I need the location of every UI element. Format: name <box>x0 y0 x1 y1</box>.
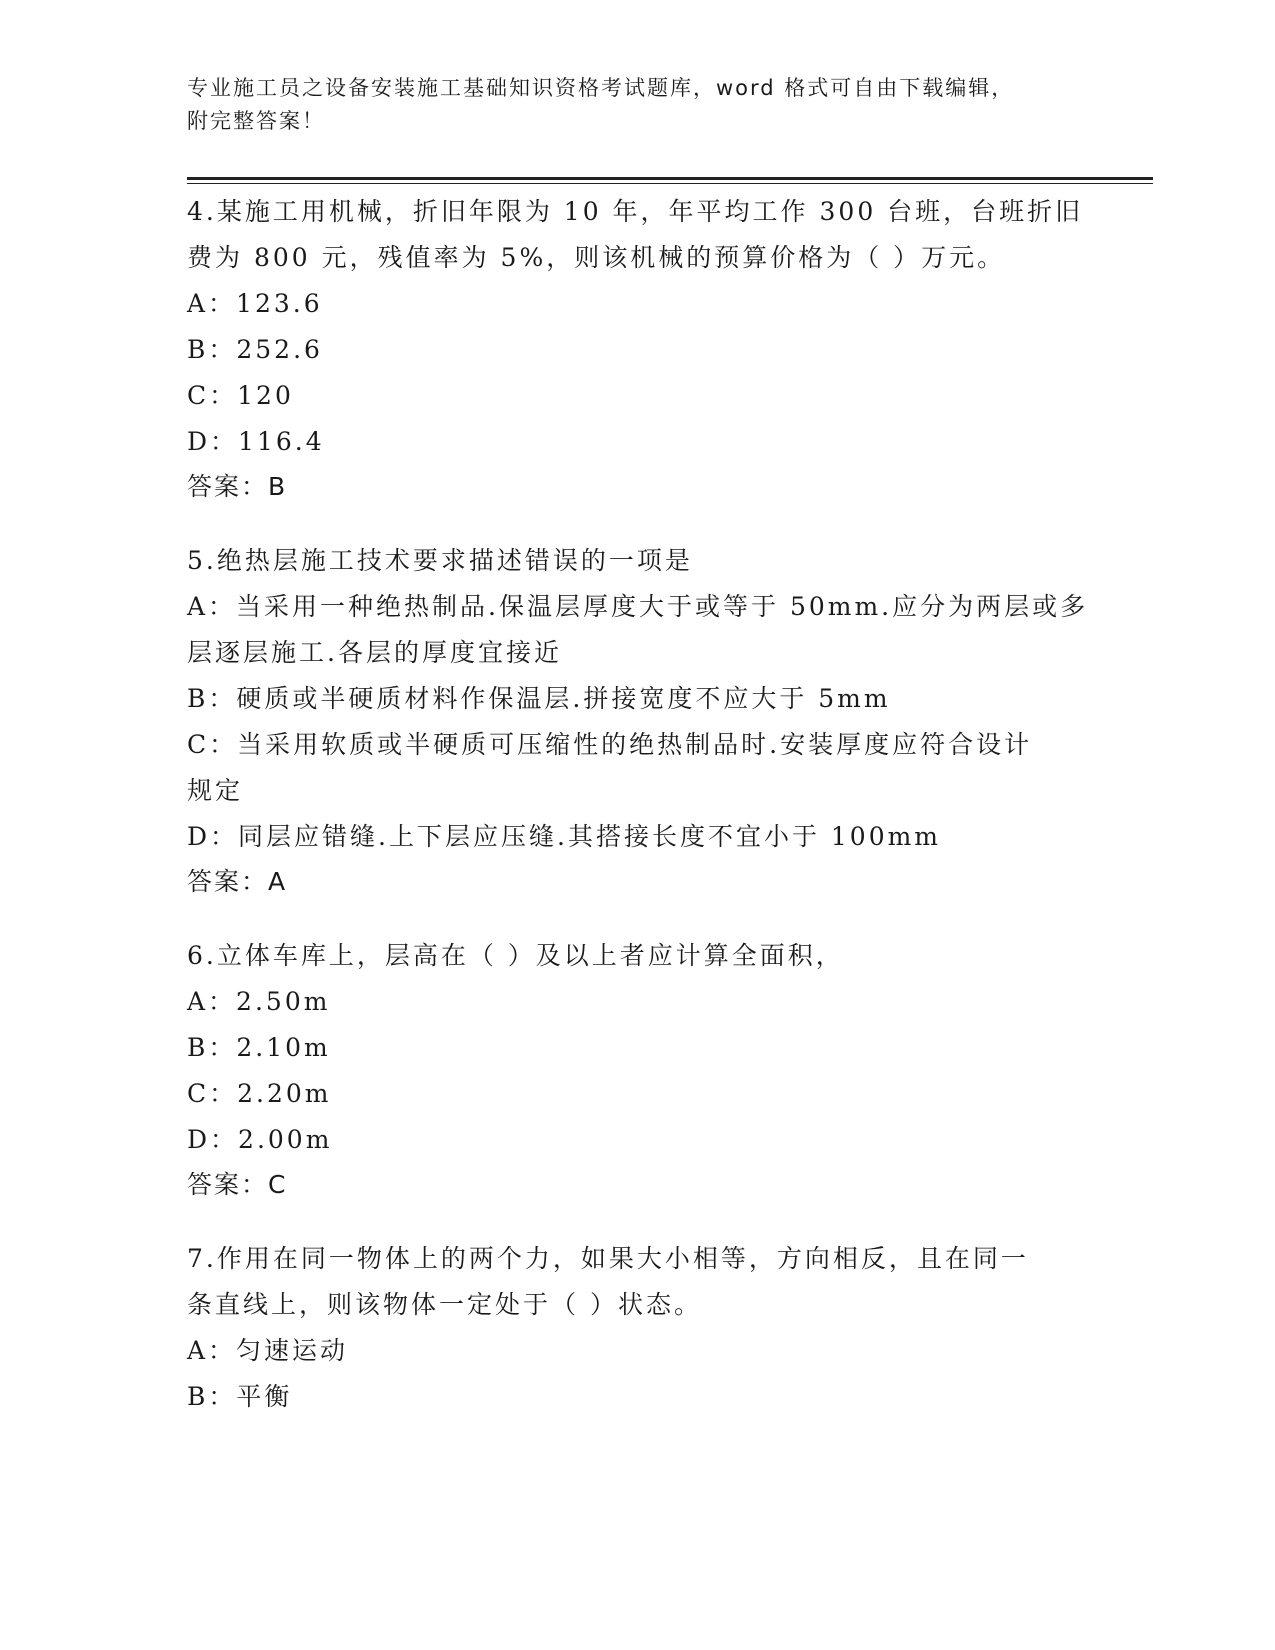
question-5 <box>187 538 1087 904</box>
header-divider-thick <box>187 177 1153 180</box>
question-stem-line: 6.立体车库上，层高在（ ）及以上者应计算全面积， <box>187 941 844 970</box>
answer-label: 答案：B <box>187 472 288 501</box>
question-7 <box>187 1236 1087 1420</box>
answer-label: 答案：C <box>187 1170 288 1199</box>
option-c: C：当采用软质或半硬质可压缩性的绝热制品时.安装厚度应符合设计 <box>187 730 1033 759</box>
header-line-1: 专业施工员之设备安装施工基础知识资格考试题库，word 格式可自由下载编辑， <box>187 76 1015 100</box>
question-list <box>187 189 1087 1449</box>
question-stem-line: 费为 800 元，残值率为 5%，则该机械的预算价格为（ ）万元。 <box>187 243 1006 272</box>
option-d: D：同层应错缝.上下层应压缝.其搭接长度不宜小于 100mm <box>187 822 942 851</box>
answer-label: 答案：A <box>187 867 288 896</box>
option-d: D：116.4 <box>187 427 325 456</box>
option-a: A：123.6 <box>187 289 323 318</box>
header-divider-thin <box>187 183 1153 184</box>
option-a: A：2.50m <box>187 987 331 1016</box>
question-4 <box>187 189 1087 509</box>
option-a: A：匀速运动 <box>187 1336 349 1365</box>
option-c: C：120 <box>187 381 294 410</box>
question-6 <box>187 933 1087 1207</box>
question-stem-line: 4.某施工用机械，折旧年限为 10 年，年平均工作 300 台班，台班折旧 <box>187 197 1084 226</box>
question-stem-line: 7.作用在同一物体上的两个力，如果大小相等，方向相反，且在同一 <box>187 1244 1029 1273</box>
document-header <box>187 72 1067 138</box>
option-a-continued: 层逐层施工.各层的厚度宜接近 <box>187 638 562 667</box>
question-stem-line: 5.绝热层施工技术要求描述错误的一项是 <box>187 546 693 575</box>
option-b: B：硬质或半硬质材料作保温层.拼接宽度不应大于 5mm <box>187 684 891 713</box>
header-line-2: 附完整答案！ <box>187 109 325 133</box>
option-b: B：2.10m <box>187 1033 331 1062</box>
option-c: C：2.20m <box>187 1079 332 1108</box>
option-a: A：当采用一种绝热制品.保温层厚度大于或等于 50mm.应分为两层或多 <box>187 592 1089 621</box>
option-b: B：252.6 <box>187 335 323 364</box>
option-b: B：平衡 <box>187 1382 293 1411</box>
question-stem-line: 条直线上，则该物体一定处于（ ）状态。 <box>187 1290 702 1319</box>
option-c-continued: 规定 <box>187 776 244 805</box>
option-d: D：2.00m <box>187 1125 333 1154</box>
